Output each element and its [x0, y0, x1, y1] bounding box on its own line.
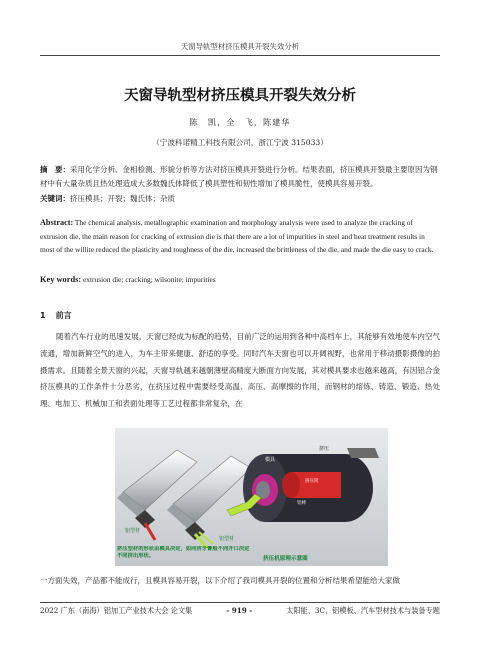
section-number: 1 [40, 311, 46, 320]
keywords-cn-label: 关键词： [40, 194, 70, 203]
extrusion-figure [115, 428, 388, 566]
label-product-mid: 铝型材 [219, 536, 235, 542]
label-cylinder: 挤压筒 [305, 479, 319, 484]
page-footer [40, 602, 440, 616]
abstract-cn [40, 163, 440, 191]
figure-caption-left: 挤压型材的形状由模具决定，如同挤牙膏般不同开口决定不同挤出形状。 [117, 546, 250, 559]
authors: 陈 凯，全 飞，陈建华 [189, 117, 291, 127]
extrusion-diagram [115, 428, 388, 566]
abstract-en-label: Abstract: [40, 218, 74, 227]
keywords-en-text: extrusion die; cracking; wilsonite; impurities [83, 275, 216, 284]
keywords-en-label: Key words: [40, 275, 82, 284]
abstract-en [40, 216, 440, 257]
running-head: 天窗导轨型材挤压模具开裂失效分析 [40, 41, 440, 56]
section-paragraph: 随着汽车行业的迅速发展，天窗已经成为标配的趋势，目前广泛的运用到各种中高档车上，其能够有效地使车内空气流通，增加新鲜空气的进入，为车主带来健康、舒适的享受。同时汽车天窗也可以开阔视野，也常用于移动摄影摄像的拍摄需求。且随着全景天窗的兴起，天窗导轨越来越朝薄壁高精度大断面方向发展，其对模具要求也越来越高，有因铝合金挤压模具的工作条件十分恶劣，在挤压过程中需要经受高温、高压、高摩擦的作用，而钢材的熔炼、铸造、锻造、热处理、电加工、机械加工和表面处理等工艺过程都非常复杂，在 [40, 332, 440, 409]
figure-caption-right: 挤压机原理示意图 [263, 556, 308, 562]
section-title: 前言 [55, 311, 72, 320]
label-billet: 铝棒 [297, 501, 306, 506]
keywords-cn-text: 挤压模具；开裂；魏氏体；杂质 [70, 194, 175, 203]
label-product-left: 铝型材 [125, 528, 141, 534]
caption-left-wrap [117, 546, 251, 566]
footer-conference: 2022 广东（南海）铝加工产业技术大会 论文集 [40, 606, 193, 615]
page-number: - 919 - [226, 606, 253, 615]
paper-title: 天窗导轨型材挤压模具开裂失效分析 [124, 88, 356, 104]
abstract-en-text: The chemical analysis, metallographic examination and morphology analysis were used to analyze the cracking of extrusion die, the main reason for cracking of extrusion die is that there are a lot of impurities in steel and heat treatment results in most of the willite reduced the plasticity and toughness of the die, increased the brittleness of the die, and made the die easy to crack. [40, 218, 434, 255]
keywords-en [40, 274, 440, 286]
abstract-cn-text: 采用化学分析、金相检测、形貌分析等方法对挤压模具开裂进行分析。结果表面，挤压模具开裂最主要原因为钢材中有大量杂质且热处理造成大多数魏氏体降低了模具塑性和韧性增加了模具脆性，使模具容易开裂。 [40, 165, 438, 188]
paragraph-continuation: 一方面失效，产品都不能成行，且模具容易开裂，以下介绍了我司模具开裂的位置和分析结果希望能给大家做 [40, 576, 400, 585]
label-die: 模具 [265, 457, 276, 463]
footer-topic: 太阳能、3C、铝模板、汽车型材技术与装备专题 [286, 606, 440, 615]
section-heading [40, 310, 72, 321]
affiliation: （宁波科诺精工科技有限公司，浙江宁波 315033） [152, 138, 328, 147]
label-extrusion: 挤压 [319, 446, 330, 452]
abstract-cn-label: 摘 要： [40, 165, 70, 174]
keywords-cn [40, 193, 440, 205]
